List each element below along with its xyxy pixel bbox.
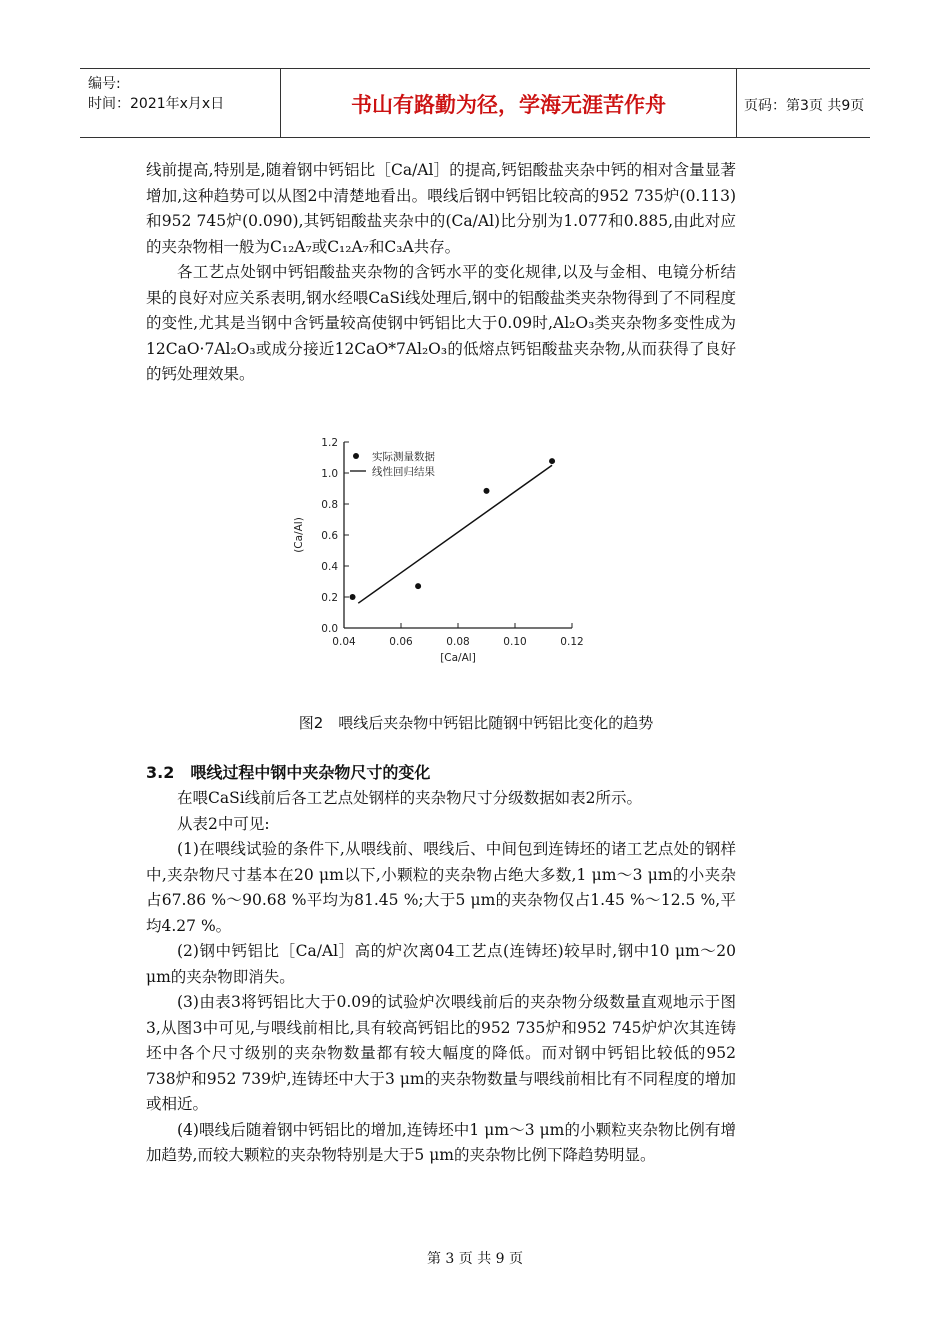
y-tick-label: 0.6 xyxy=(321,530,338,542)
page-footer: 第 3 页 共 9 页 xyxy=(426,1251,524,1267)
y-tick-label: 1.2 xyxy=(321,437,338,449)
chart-legend xyxy=(350,450,435,478)
chart-ticks xyxy=(293,437,584,664)
legend-marker-point xyxy=(353,453,359,459)
y-tick-label: 0.0 xyxy=(321,623,338,635)
motto: 书山有路勤为径，学海无涯苦作舟 xyxy=(351,93,666,117)
legend-label: 线性回归结果 xyxy=(372,466,435,478)
page-info: 页码：第3页 共9页 xyxy=(744,98,865,114)
header-motto-cell xyxy=(280,69,737,137)
paragraph: 线前提高,特别是,随着钢中钙铝比［Ca/Al］的提高,钙铝酸盐夹杂中钙的相对含量显著增加,这种趋势可以从图2中清楚地看出。喂线后钢中钙铝比较高的952 735炉(0.113)和952 745炉(0.090),其钙铝酸盐夹杂中的(Ca/Al)比分别为1.077和0.885,由此对应的夹杂物相一般为C₁₂A₇或C₁₂A₇和C₃A共存。 xyxy=(146,161,736,256)
data-point xyxy=(484,488,490,494)
y-tick-label: 0.4 xyxy=(321,561,338,573)
data-point xyxy=(549,458,555,464)
x-tick-label: 0.06 xyxy=(389,636,413,648)
figure-caption: 图2 喂线后夹杂物中钙铝比随钢中钙铝比变化的趋势 xyxy=(298,714,654,732)
legend-label: 实际测量数据 xyxy=(372,451,435,463)
figure-2-chart xyxy=(282,432,612,668)
serial-label: 编号: xyxy=(88,76,121,92)
paragraph: (2)钢中钙铝比［Ca/Al］高的炉次离04工艺点(连铸坯)较早时,钢中10 μm～20 μm的夹杂物即消失。 xyxy=(146,942,736,986)
header-right-cell xyxy=(736,69,870,137)
section-heading: 3.2 喂线过程中钢中夹杂物尺寸的变化 xyxy=(146,763,431,782)
x-tick-label: 0.04 xyxy=(332,636,356,648)
body-bottom xyxy=(146,786,736,1169)
header-left-cell xyxy=(80,69,280,137)
x-tick-label: 0.10 xyxy=(503,636,527,648)
paragraph: (3)由表3将钙铝比大于0.09的试验炉次喂线前后的夹杂物分级数量直观地示于图3,从图3中可见,与喂线前相比,具有较高钙铝比的952 735炉和952 745炉炉次其连铸坯中各个尺寸级别的夹杂物数量都有较大幅度的降低。而对钢中钙铝比较低的952 738炉和952 739炉,连铸坯中大于3 μm的夹杂物数量与喂线前相比有不同程度的增加或相近。 xyxy=(146,993,736,1113)
y-axis-label: (Ca/Al) xyxy=(293,517,305,553)
body-top xyxy=(146,158,736,388)
paragraph: (4)喂线后随着钢中钙铝比的增加,连铸坯中1 μm～3 μm的小颗粒夹杂物比例有增加趋势,而较大颗粒的夹杂物特别是大于5 μm的夹杂物比例下降趋势明显。 xyxy=(146,1120,736,1164)
date-label: 时间：2021年x月x日 xyxy=(88,96,225,112)
page-header xyxy=(80,68,870,138)
x-tick-label: 0.08 xyxy=(446,636,470,648)
y-tick-label: 0.8 xyxy=(321,499,338,511)
x-tick-label: 0.12 xyxy=(560,636,584,648)
paragraph: 从表2中可见: xyxy=(177,814,270,833)
paragraph: (1)在喂线试验的条件下,从喂线前、喂线后、中间包到连铸坯的诸工艺点处的钢样中,夹杂物尺寸基本在20 μm以下,小颗粒的夹杂物占绝大多数,1 μm～3 μm的小夹杂占67.86 %～90.68 %平均为81.45 %;大于5 μm的夹杂物仅占1.45 %～12.5 %,平均4.27 %。 xyxy=(146,840,736,935)
y-tick-label: 1.0 xyxy=(321,468,338,480)
y-tick-label: 0.2 xyxy=(321,592,338,604)
paragraph: 各工艺点处钢中钙铝酸盐夹杂物的含钙水平的变化规律,以及与金相、电镜分析结果的良好对应关系表明,钢水经喂CaSi线处理后,钢中的铝酸盐类夹杂物得到了不同程度的变性,尤其是当钢中含钙量较高使钢中钙铝比大于0.09时,Al₂O₃类夹杂物多变性成为12CaO·7Al₂O₃或成分接近12CaO*7Al₂O₃的低熔点钙铝酸盐夹杂物,从而获得了良好的钙处理效果。 xyxy=(146,263,736,383)
paragraph: 在喂CaSi线前后各工艺点处钢样的夹杂物尺寸分级数据如表2所示。 xyxy=(177,789,643,807)
data-point xyxy=(350,594,356,600)
data-point xyxy=(415,583,421,589)
regression-line xyxy=(358,465,552,603)
chart-marks xyxy=(350,458,556,603)
x-axis-label: [Ca/Al] xyxy=(440,652,476,664)
